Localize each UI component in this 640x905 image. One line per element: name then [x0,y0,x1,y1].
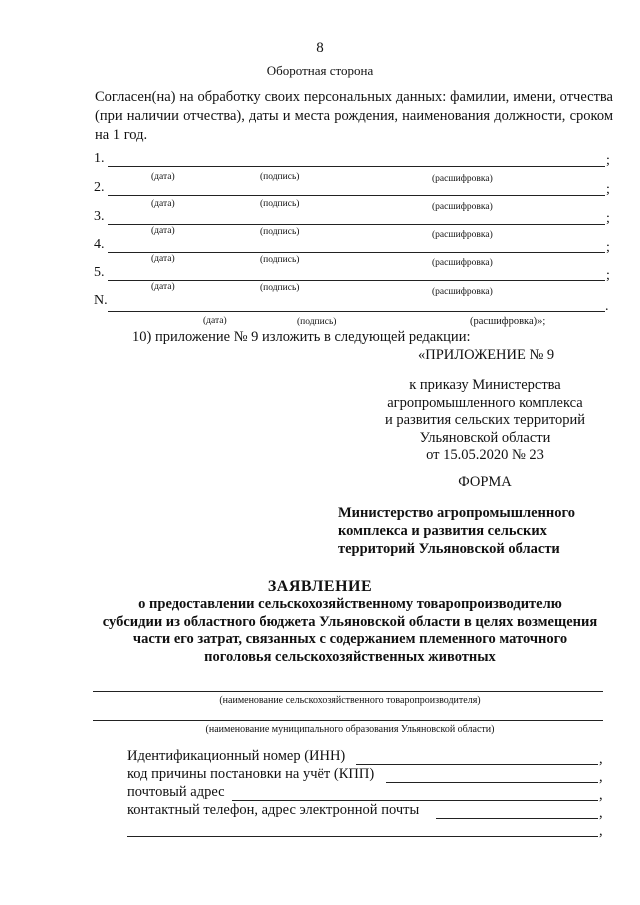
signature-line[interactable] [108,311,605,312]
order-line: к приказу Министерства [409,377,561,393]
contact-label: контактный телефон, адрес электронной почты [127,802,420,818]
amendment-text: 10) приложение № 9 изложить в следующей редакции: [132,329,471,345]
caption-decoding: (расшифровка) [432,258,493,268]
ministry-line: комплекса и развития сельских [338,523,547,539]
caption-decoding: (расшифровка) [432,230,493,240]
row-number: 3. [94,209,105,224]
producer-name-caption: (наименование сельскохозяйственного товаропроизводителя) [219,695,481,706]
row-number: 1. [94,151,105,166]
appendix-title: «ПРИЛОЖЕНИЕ № 9 [418,347,555,363]
caption-signature: (подпись) [260,255,300,265]
row-number: 2. [94,180,105,195]
field-comma: , [599,751,603,767]
row-terminator: ; [606,268,610,283]
row-number: 4. [94,237,105,252]
ministry-line: территорий Ульяновской области [338,541,560,557]
field-comma: , [599,769,603,785]
address-label: почтовый адрес [127,784,225,800]
page-number: 8 [316,40,324,56]
caption-signature: (подпись) [260,283,300,293]
page-subtitle: Оборотная сторона [266,63,374,78]
caption-signature: (подпись) [260,227,300,237]
statement-line: о предоставлении сельскохозяйственному товаропроизводителю [138,596,562,612]
caption-date: (дата) [151,282,175,292]
extra-contact-field[interactable] [127,836,598,837]
form-label: ФОРМА [458,474,512,490]
order-line: от 15.05.2020 № 23 [426,447,544,463]
caption-signature: (подпись) [260,172,300,182]
row-terminator: ; [606,240,610,255]
inn-field[interactable] [356,764,598,765]
caption-date: (дата) [151,254,175,264]
signature-line[interactable] [108,224,605,225]
signature-line[interactable] [108,252,605,253]
municipality-caption: (наименование муниципального образования Ульяновской области) [205,724,495,735]
address-field[interactable] [232,800,598,801]
field-comma: , [599,787,603,803]
row-terminator: ; [606,182,610,197]
municipality-line[interactable] [93,720,603,721]
row-number: 5. [94,265,105,280]
consent-paragraph: Согласен(на) на обработку своих персональных данных: фамилии, имени, отчества (при наличии отчества), даты и места рождения, наименования должности, сроком на 1 год. [95,89,613,143]
caption-date: (дата) [151,172,175,182]
caption-signature: (подпись) [297,317,337,327]
row-terminator: ; [606,153,610,168]
kpp-label: код причины постановки на учёт (КПП) [127,766,375,782]
statement-line: субсидии из областного бюджета Ульяновской области в целях возмещения [102,613,598,630]
statement-title: ЗАЯВЛЕНИЕ [267,578,373,595]
caption-decoding: (расшифровка) [432,174,493,184]
caption-decoding: (расшифровка) [432,202,493,212]
caption-decoding: (расшифровка) [432,287,493,297]
ministry-line: Министерство агропромышленного [338,505,575,521]
order-reference [360,377,610,465]
caption-signature: (подпись) [260,199,300,209]
order-line: агропромышленного комплекса [387,394,583,411]
signature-line[interactable] [108,195,605,196]
row-terminator: . [605,299,609,314]
statement-subject [70,596,630,666]
producer-name-line[interactable] [93,691,603,692]
caption-date: (дата) [203,316,227,326]
signature-line[interactable] [108,280,605,281]
field-comma: , [599,823,603,839]
signature-line[interactable] [108,166,605,167]
caption-date: (дата) [151,199,175,209]
row-terminator: ; [606,211,610,226]
statement-line: поголовья сельскохозяйственных животных [204,648,496,665]
kpp-field[interactable] [386,782,598,783]
contact-field[interactable] [436,818,598,819]
field-comma: , [599,805,603,821]
inn-label: Идентификационный номер (ИНН) [127,748,346,764]
caption-decoding: (расшифровка)»; [470,316,546,327]
ministry-addressee [338,504,575,558]
row-number: N. [94,293,108,308]
statement-line: части его затрат, связанных с содержанием племенного маточного [132,631,568,647]
caption-date: (дата) [151,226,175,236]
order-line: и развития сельских территорий [384,412,585,428]
order-line: Ульяновской области [419,429,551,446]
